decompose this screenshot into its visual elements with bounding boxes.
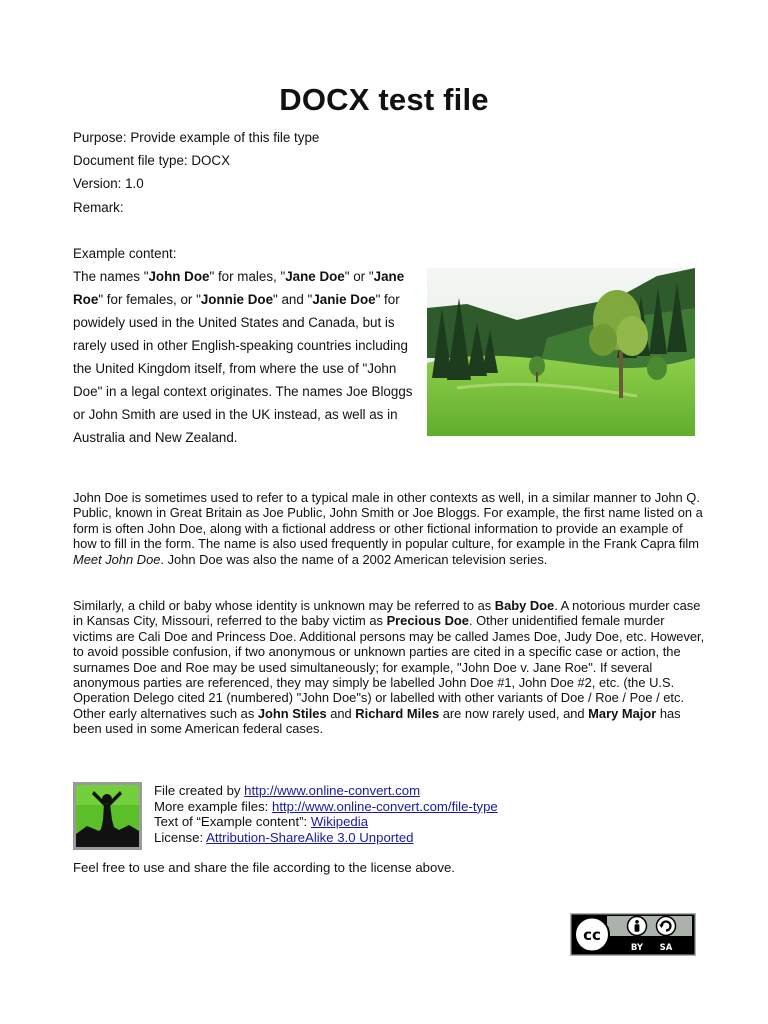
credit-license: License: Attribution-ShareAlike 3.0 Unported xyxy=(154,829,414,845)
cc-label: cc xyxy=(583,926,601,944)
person-celebrating-icon xyxy=(73,782,142,850)
license-link[interactable]: Attribution-ShareAlike 3.0 Unported xyxy=(206,829,414,845)
example-content-label: Example content: xyxy=(73,246,177,261)
wikipedia-link[interactable]: Wikipedia xyxy=(310,814,369,829)
sa-label: SA xyxy=(659,943,673,953)
intro-paragraph: The names "John Doe" for males, "Jane Doe" or "Jane Roe" for females, or "Jonnie Doe" and "Janie Doe" for powidely used in the United States and Canada, but is rarely used in other English-speaking countries including the United Kingdom itself, from where the use of "John Doe" in a legal context originates. The names Joe Bloggs or John Smith are used in the UK instead, as well as in Australia and New Zealand. xyxy=(73,269,413,445)
meta-remark: Remark: xyxy=(73,199,124,215)
meta-file-type: Document file type: DOCX xyxy=(73,153,231,169)
footer-note: Feel free to use and share the file according to the license above. xyxy=(73,860,455,875)
credit-more-examples: More example files: http://www.online-convert.com/file-type xyxy=(154,798,498,814)
online-convert-link[interactable]: http://www.online-convert.com xyxy=(244,783,421,798)
share-alike-icon xyxy=(657,917,676,936)
credit-created-by: File created by http://www.online-convert.com xyxy=(154,783,421,798)
by-label: BY xyxy=(630,943,644,953)
meta-version: Version: 1.0 xyxy=(73,176,144,192)
credit-text-source: Text of “Example content”: Wikipedia xyxy=(154,814,369,829)
file-credits xyxy=(154,783,498,845)
paragraph-baby-doe: Similarly, a child or baby whose identity is unknown may be referred to as Baby Doe. A notorious murder case in Kansas City, Missouri, referred to the baby victim as Precious Doe. Other unidentified female murder victims are Cali Doe and Princess Doe. Additional persons may be called James Doe, Judy Doe, etc. However, to avoid possible confusion, if two anonymous or unknown parties are cited in a specific case or action, the surnames Doe and Roe may be used simultaneously; for example, "John Doe v. Jane Roe". If several anonymous parties are referenced, they may simply be labelled John Doe #1, John Doe #2, etc. (the U.S. Operation Delego cited 21 (numbered) "John Doe"s) or labelled with other variants of Doe / Roe / Poe / etc. Other early alternatives such as John Stiles and Richard Miles are now rarely used, and Mary Major has been used in some American federal cases. xyxy=(73,598,705,737)
landscape-photo xyxy=(427,268,695,436)
meta-purpose: Purpose: Provide example of this file type xyxy=(73,130,320,145)
document-title: DOCX test file xyxy=(279,82,489,117)
document-metadata xyxy=(73,126,319,219)
file-type-link[interactable]: http://www.online-convert.com/file-type xyxy=(272,798,498,814)
paragraph-john-doe: John Doe is sometimes used to refer to a typical male in other contexts as well, in a similar manner to John Q. Public, known in Great Britain as Joe Public, John Smith or Joe Bloggs. For example, the first name listed on a form is often John Doe, along with a fictional address or other fictional information to provide an example of how to fill in the form. The name is also used frequently in popular culture, for example in the Frank Capra film Meet John Doe. John Doe was also the name of a 2002 American television series. xyxy=(73,490,703,567)
cc-by-sa-badge xyxy=(570,913,696,956)
